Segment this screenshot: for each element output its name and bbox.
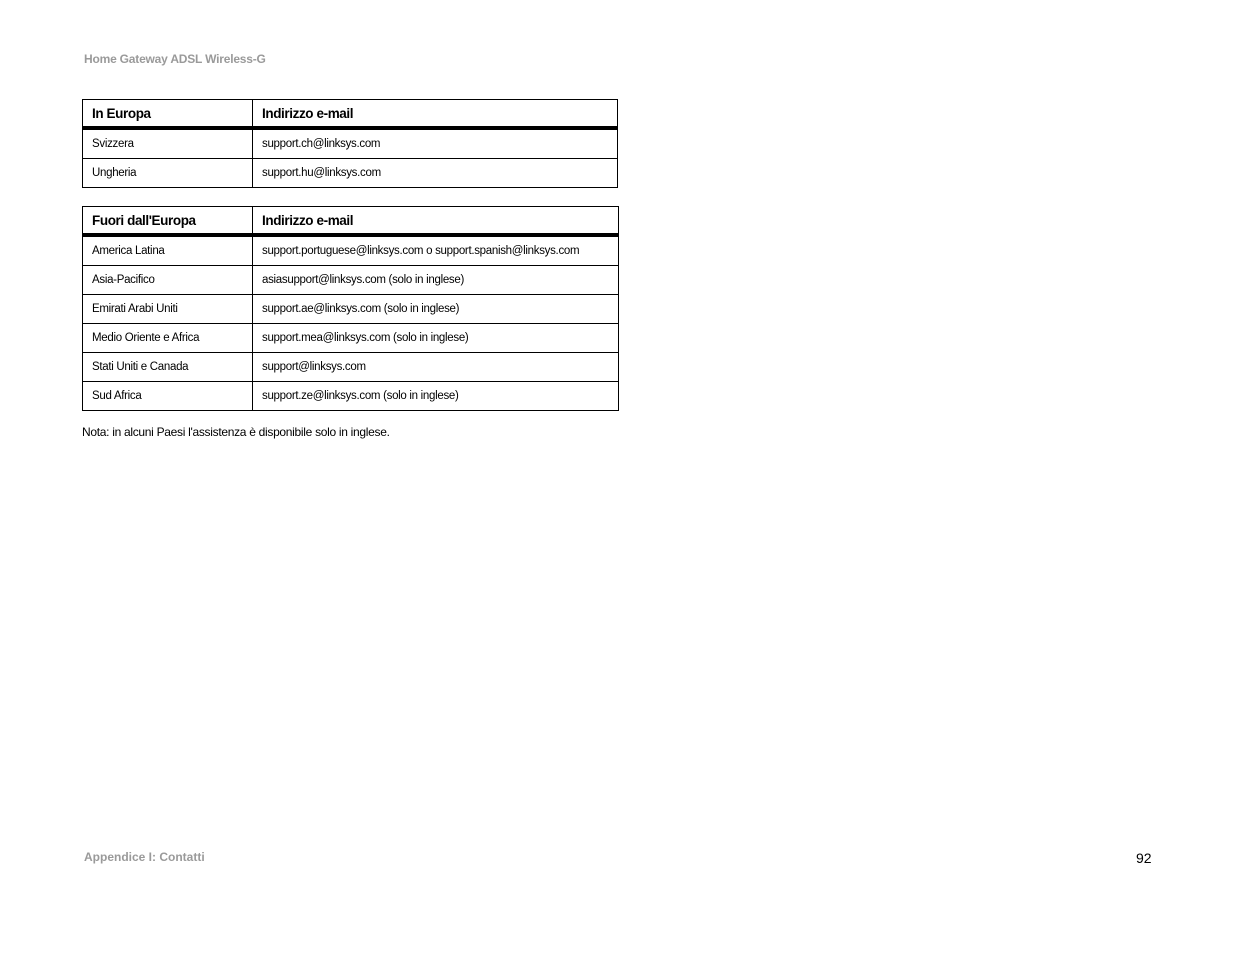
table-row [83,266,619,295]
table-row [83,324,619,353]
region-cell: Medio Oriente e Africa [83,324,253,353]
language-note: Nota: in alcuni Paesi l'assistenza è disponibile solo in inglese. [82,425,390,439]
email-cell: support.hu@linksys.com [253,159,618,188]
europe-contacts-table [82,99,618,188]
email-cell: support.ze@linksys.com (solo in inglese) [253,382,619,411]
outside-europe-contacts-table [82,206,619,411]
region-cell: Stati Uniti e Canada [83,353,253,382]
page-number: 92 [1136,850,1152,866]
column-header-region: Fuori dall'Europa [83,207,253,236]
table-row [83,353,619,382]
region-cell: Svizzera [83,128,253,159]
email-cell: support@linksys.com [253,353,619,382]
page-header-title: Home Gateway ADSL Wireless-G [84,52,266,66]
region-cell: Sud Africa [83,382,253,411]
table-row [83,295,619,324]
table-row [83,382,619,411]
column-header-email: Indirizzo e-mail [253,207,619,236]
region-cell: Ungheria [83,159,253,188]
footer-section-title: Appendice I: Contatti [84,850,205,864]
table-row [83,128,618,159]
email-cell: support.mea@linksys.com (solo in inglese) [253,324,619,353]
table-header-row [83,207,619,236]
table-row [83,159,618,188]
email-cell: support.portuguese@linksys.com o support.spanish@linksys.com [253,235,619,266]
table-header-row [83,100,618,129]
column-header-region: In Europa [83,100,253,129]
column-header-email: Indirizzo e-mail [253,100,618,129]
region-cell: America Latina [83,235,253,266]
email-cell: asiasupport@linksys.com (solo in inglese) [253,266,619,295]
table-row [83,235,619,266]
region-cell: Asia-Pacifico [83,266,253,295]
email-cell: support.ch@linksys.com [253,128,618,159]
email-cell: support.ae@linksys.com (solo in inglese) [253,295,619,324]
region-cell: Emirati Arabi Uniti [83,295,253,324]
